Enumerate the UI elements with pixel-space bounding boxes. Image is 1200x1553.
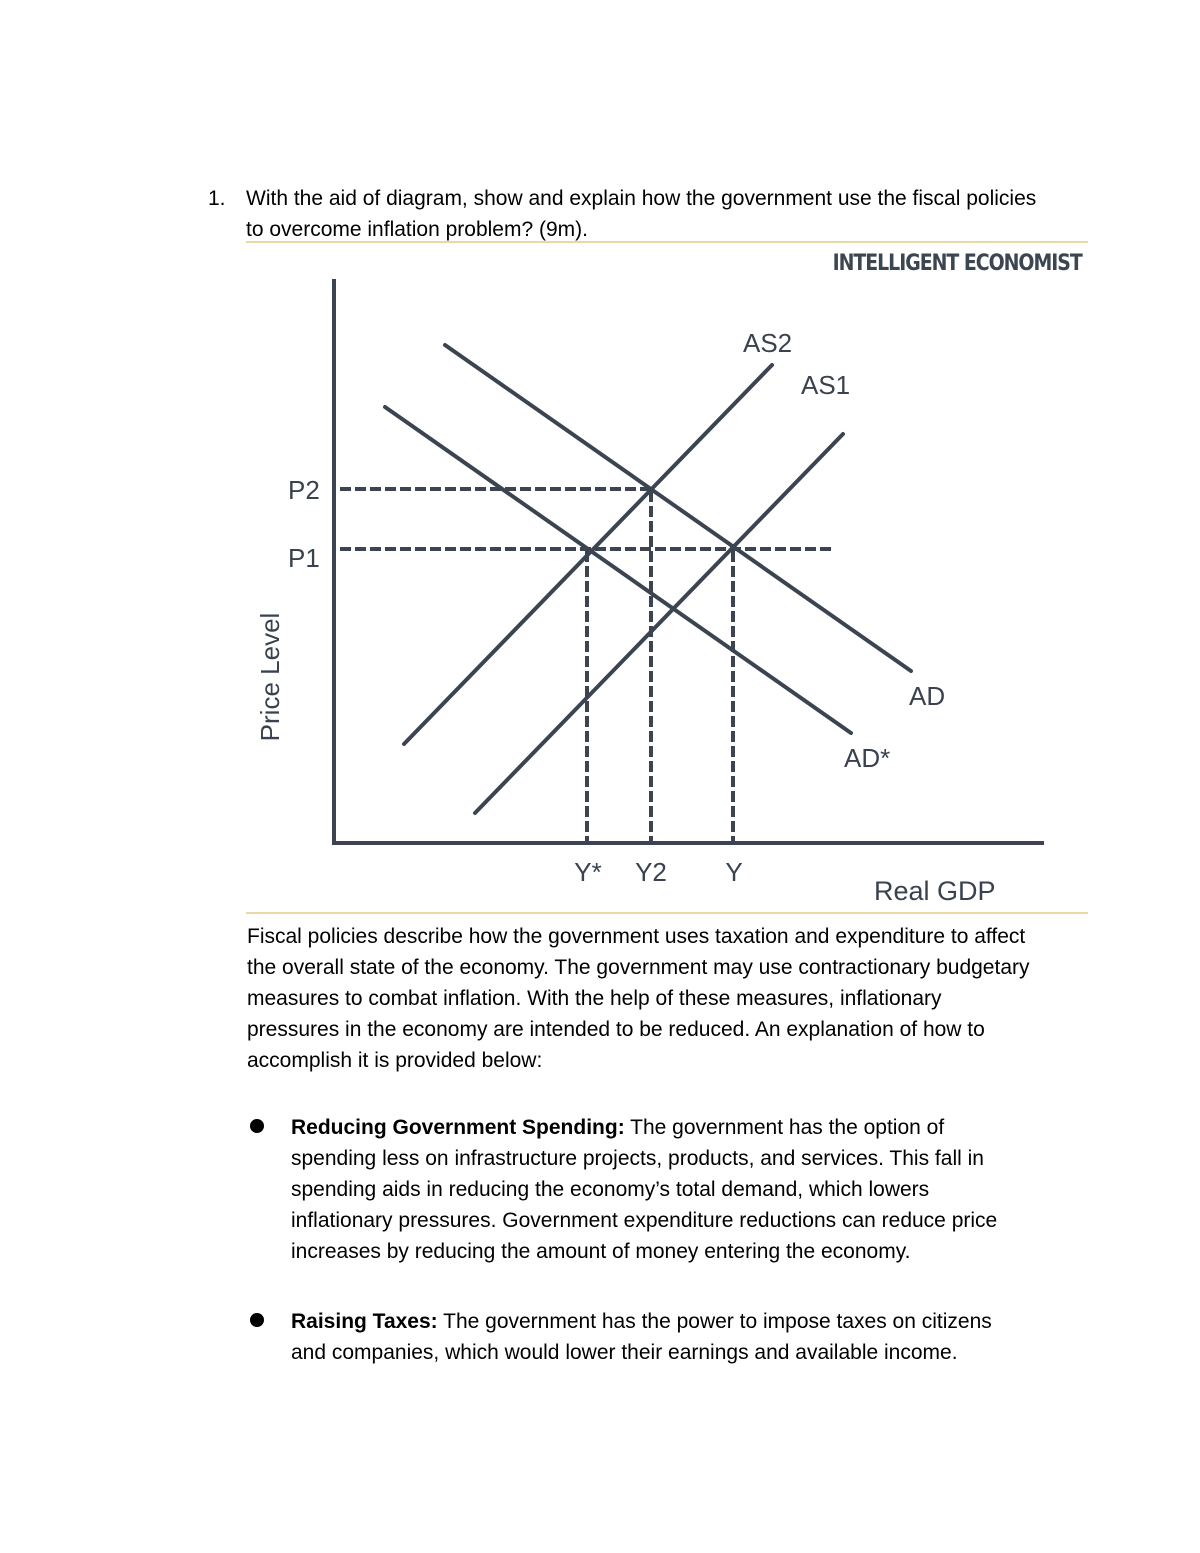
x-axis-title: Real GDP <box>874 876 996 906</box>
brand-logo: INTELLIGENT ECONOMIST <box>832 251 1082 276</box>
figure-bottom-rule <box>246 912 1088 914</box>
diagram-figure <box>246 241 1088 915</box>
bullet-item-spending <box>291 1112 1031 1267</box>
p2-label: P2 <box>288 475 320 505</box>
y-axis-title: Price Level <box>255 612 285 742</box>
ad-as-chart <box>246 241 1088 915</box>
y-label: Y <box>725 857 743 887</box>
bullet-dot <box>250 1313 264 1327</box>
bullet-item-taxes <box>291 1306 1031 1368</box>
bullet-text: The government has the power to impose taxes on citizens and companies, which would lower their earnings and available income. <box>291 1310 992 1364</box>
ystar-label: Y* <box>574 857 602 887</box>
intro-paragraph: Fiscal policies describe how the government uses taxation and expenditure to affect the overall state of the economy. The government may use contractionary budgetary measures to combat inflation. With the help of these measures, inflationary pressures in the economy are intended to be reduced. An explanation of how to accomplish it is provided below: <box>247 925 1030 1072</box>
bullet-title: Raising Taxes: <box>291 1310 438 1333</box>
question-text: With the aid of diagram, show and explain how the government use the fiscal policies to overcome inflation problem? (9m). <box>246 187 1037 241</box>
y2-label: Y2 <box>635 857 667 887</box>
question-number: 1. <box>208 187 226 210</box>
bullet-title: Reducing Government Spending: <box>291 1116 625 1139</box>
adstar-label: AD* <box>844 743 891 773</box>
bullet-dot <box>250 1119 264 1133</box>
as1-label: AS1 <box>801 370 851 400</box>
ad-label: AD <box>909 681 946 711</box>
adstar-curve <box>385 407 851 733</box>
p1-label: P1 <box>288 543 320 573</box>
as2-label: AS2 <box>743 328 793 358</box>
bullet-text: The government has the option of spending less on infrastructure projects, products, and services. This fall in spending aids in reducing the economy’s total demand, which lowers inflationary pressures. Government expenditure reductions can reduce price increases by reducing the amount of money entering the economy. <box>291 1116 998 1263</box>
